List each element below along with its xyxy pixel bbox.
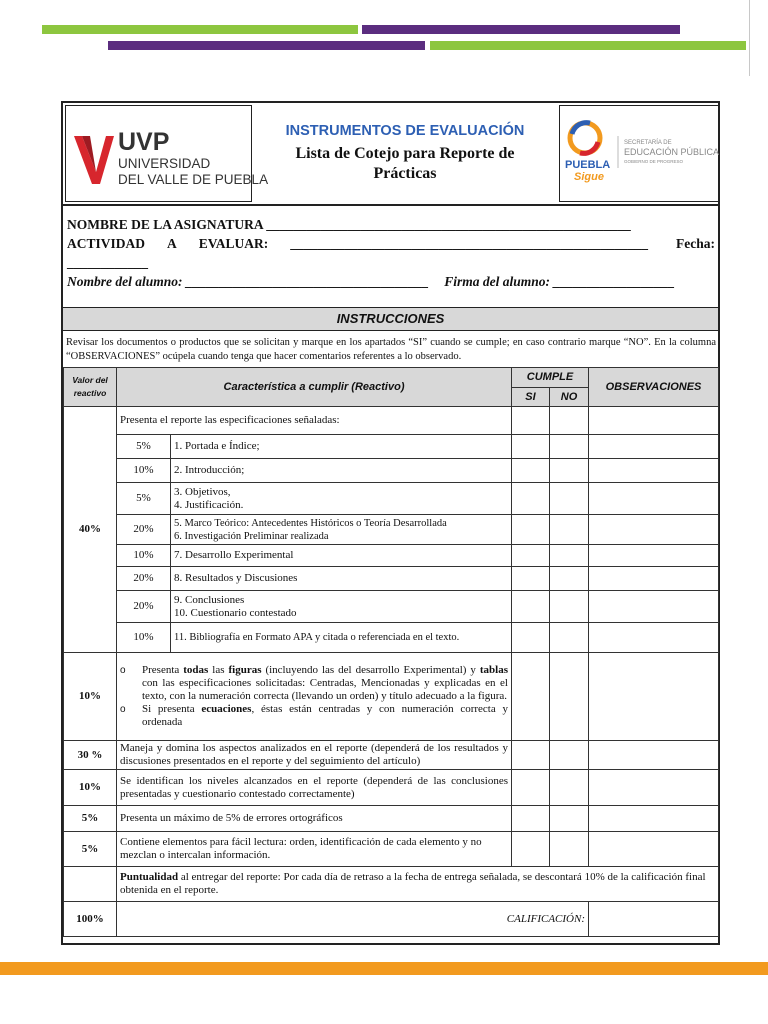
item-text: [171, 459, 512, 483]
firma-alumno[interactable]: Firma del alumno: __________________: [444, 274, 675, 289]
cell-si[interactable]: [512, 515, 550, 545]
item-pct: 20%: [117, 567, 171, 591]
uvp-line2: DEL VALLE DE PUEBLA: [118, 172, 269, 187]
calificacion-label: CALIFICACIÓN:: [117, 902, 589, 937]
fecha-blank[interactable]: ____________: [67, 255, 148, 270]
deco-bar-green-bottom: [430, 41, 746, 50]
deco-bar-purple-bottom: [108, 41, 425, 50]
title-line1: Lista de Cotejo para Reporte de: [295, 145, 515, 162]
cell-si[interactable]: [512, 623, 550, 653]
actividad-evaluar: EVALUAR:: [198, 236, 269, 251]
niveles-text: Se identifican los niveles alcanzados en el reporte (dependerá de las conclusiones presentadas y cuestionario contestado correctamente): [117, 770, 512, 806]
item-line1: 9. Conclusiones: [174, 593, 245, 606]
alumno-line[interactable]: [67, 272, 715, 291]
niveles-value: 10%: [64, 770, 117, 806]
checklist-table: [63, 367, 719, 937]
page-edge-line: [749, 0, 750, 76]
item-text: [171, 567, 512, 591]
maneja-text: Maneja y domina los aspectos analizados en el reporte (dependerá de los resultados y discusiones presentados en el reporte y del seguimiento del artículo): [117, 741, 512, 770]
th-observaciones: OBSERVACIONES: [589, 368, 719, 407]
cell-no[interactable]: [550, 459, 589, 483]
cell-obs[interactable]: [589, 806, 719, 832]
table-row-puntualidad: [64, 867, 719, 902]
maneja-value: 30 %: [64, 741, 117, 770]
cell-si[interactable]: [512, 770, 550, 806]
actividad-label: ACTIVIDAD: [67, 236, 146, 251]
th-si: SI: [512, 388, 550, 407]
item-line2: 6. Investigación Preliminar realizada: [174, 530, 329, 542]
sec-line3: GOBIERNO DE PROGRESO: [624, 159, 684, 164]
cell-si[interactable]: [512, 407, 550, 435]
th-caracteristica: Característica a cumplir (Reactivo): [117, 368, 512, 407]
sec-line1: SECRETARÍA DE: [624, 140, 672, 146]
figuras-value: 10%: [64, 653, 117, 741]
uvp-logo: [65, 105, 269, 202]
cell-no[interactable]: [550, 591, 589, 623]
table-row: [64, 435, 719, 459]
item-pct: 20%: [117, 515, 171, 545]
item-line1: 1. Portada e Índice;: [174, 440, 260, 452]
cell-si[interactable]: [512, 591, 550, 623]
title-line2: Prácticas: [373, 165, 437, 182]
asignatura-line[interactable]: NOMBRE DE LA ASIGNATURA ______________________________________________________: [67, 217, 631, 232]
cell-obs[interactable]: [589, 515, 719, 545]
cell-obs[interactable]: [589, 407, 719, 435]
item-line2: 4. Justificación.: [174, 498, 244, 511]
cell-no[interactable]: [550, 483, 589, 515]
table-row: [64, 459, 719, 483]
cell-obs[interactable]: [589, 545, 719, 567]
table-row-total: [64, 902, 719, 937]
cell-obs[interactable]: [589, 741, 719, 770]
item-text: [171, 483, 512, 515]
nombre-alumno[interactable]: Nombre del alumno: ____________________________________: [67, 274, 429, 289]
uvp-line1: UNIVERSIDAD: [118, 156, 211, 171]
instrucciones-heading: INSTRUCCIONES: [63, 307, 718, 331]
actividad-line[interactable]: [67, 234, 715, 253]
total-value: 100%: [64, 902, 117, 937]
item-pct: 20%: [117, 591, 171, 623]
evaluation-sheet: [61, 101, 720, 945]
table-row: [64, 515, 719, 545]
cell-no[interactable]: [550, 770, 589, 806]
puebla-logo-mark: [560, 106, 719, 201]
cell-no[interactable]: [550, 407, 589, 435]
cell-si[interactable]: [512, 435, 550, 459]
actividad-blank[interactable]: _____________________________________________________: [290, 236, 649, 251]
bottom-orange-bar: [0, 962, 768, 975]
cell-no[interactable]: [550, 741, 589, 770]
cell-no[interactable]: [550, 515, 589, 545]
th-no: NO: [550, 388, 589, 407]
cell-obs[interactable]: [589, 591, 719, 623]
uvp-acronym: UVP: [118, 128, 170, 156]
th-cumple: CUMPLE: [512, 368, 589, 388]
cell-si[interactable]: [512, 832, 550, 867]
actividad-a: A: [167, 236, 177, 251]
cell-obs[interactable]: [589, 459, 719, 483]
figuras-text: [117, 653, 512, 741]
table-row-maneja: [64, 741, 719, 770]
lectura-text: Contiene elementos para fácil lectura: orden, identificación de cada elemento y no mezclan o intercalan información.: [117, 832, 512, 867]
lectura-value: 5%: [64, 832, 117, 867]
item-line1: 5. Marco Teórico: Antecedentes Históricos o Teoría Desarrollada: [174, 517, 447, 529]
item-pct: 10%: [117, 623, 171, 653]
puebla-logo: [559, 105, 720, 202]
fecha-label: Fecha:: [676, 236, 715, 251]
table-row: [64, 483, 719, 515]
calificacion-cell[interactable]: [589, 902, 719, 937]
cell-si[interactable]: [512, 567, 550, 591]
cell-si[interactable]: [512, 741, 550, 770]
item-text: [171, 623, 512, 653]
item-text: [171, 591, 512, 623]
cell-obs[interactable]: [589, 567, 719, 591]
item-line1: 7. Desarrollo Experimental: [174, 549, 294, 561]
sec-line2: EDUCACIÓN PÚBLICA: [624, 147, 720, 157]
table-row-lectura: [64, 832, 719, 867]
cell-si[interactable]: [512, 653, 550, 741]
header: [63, 103, 718, 206]
cell-no[interactable]: [550, 435, 589, 459]
cell-no[interactable]: [550, 545, 589, 567]
cell-no[interactable]: [550, 653, 589, 741]
title-instrumentos: INSTRUMENTOS DE EVALUACIÓN: [285, 123, 525, 139]
item-line1: 3. Objetivos,: [174, 485, 231, 498]
cell-obs[interactable]: [589, 832, 719, 867]
item-pct: 10%: [117, 459, 171, 483]
errores-value: 5%: [64, 806, 117, 832]
cell-obs[interactable]: [589, 623, 719, 653]
group40-intro: Presenta el reporte las especificaciones señaladas:: [117, 407, 512, 435]
title-lista-cotejo: [253, 144, 557, 184]
cell-obs[interactable]: [589, 483, 719, 515]
table-row: [64, 623, 719, 653]
cell-no[interactable]: [550, 832, 589, 867]
item-line1: 11. Bibliografía en Formato APA y citada o referenciada en el texto.: [174, 632, 460, 643]
item-text: [171, 515, 512, 545]
cell-obs[interactable]: [589, 770, 719, 806]
cell-no[interactable]: [550, 623, 589, 653]
puntualidad-value: [64, 867, 117, 902]
th-valor: Valor del reactivo: [64, 368, 117, 407]
item-text: [171, 545, 512, 567]
uvp-logo-mark: [66, 106, 269, 201]
item-pct: 10%: [117, 545, 171, 567]
item-line2: 10. Cuestionario contestado: [174, 606, 297, 619]
table-row-errores: [64, 806, 719, 832]
cell-si[interactable]: [512, 806, 550, 832]
instrucciones-text: Revisar los documentos o productos que se solicitan y marque en los apartados “SI” cuando se cumple; en caso contrario marque “NO”. En la columna “OBSERVACIONES” ocúpela cuando tenga que hacer comentarios referentes a lo observado.: [66, 337, 716, 362]
cell-obs[interactable]: [589, 435, 719, 459]
puntualidad-text: Puntualidad al entregar del reporte: Por cada día de retraso a la fecha de entrega señalada, se descontará 10% de la calificación final obtenida en el reporte.: [117, 867, 719, 902]
cell-no[interactable]: [550, 567, 589, 591]
table-row: [64, 567, 719, 591]
cell-no[interactable]: [550, 806, 589, 832]
deco-bar-purple-top: [362, 25, 680, 34]
deco-bar-green-top: [42, 25, 358, 34]
table-row: [64, 545, 719, 567]
figuras-bullet-2: o Si presenta ecuaciones, éstas están centradas y con numeración correcta y ordenada: [120, 703, 508, 729]
cell-obs[interactable]: [589, 653, 719, 741]
item-text: [171, 435, 512, 459]
errores-text: Presenta un máximo de 5% de errores ortográficos: [117, 806, 512, 832]
item-pct: 5%: [117, 435, 171, 459]
puebla-brand: PUEBLA: [565, 159, 611, 171]
table-row: [64, 591, 719, 623]
cell-si[interactable]: [512, 459, 550, 483]
item-line1: 8. Resultados y Discusiones: [174, 572, 298, 584]
group40-value: 40%: [64, 407, 117, 653]
puebla-tagline: Sigue: [574, 171, 604, 183]
table-row-niveles: [64, 770, 719, 806]
student-info: [67, 215, 715, 291]
figuras-bullet-1: o Presenta todas las figuras (incluyendo las del desarrollo Experimental) y tablas con las especificaciones solicitadas: Centradas, Mencionadas y explicadas en el texto, con la numeración correcta (llevando un orden) y título adecuado a la figura.: [120, 664, 508, 703]
item-pct: 5%: [117, 483, 171, 515]
item-line1: 2. Introducción;: [174, 464, 245, 476]
cell-si[interactable]: [512, 545, 550, 567]
table-row-figuras: [64, 653, 719, 741]
cell-si[interactable]: [512, 483, 550, 515]
